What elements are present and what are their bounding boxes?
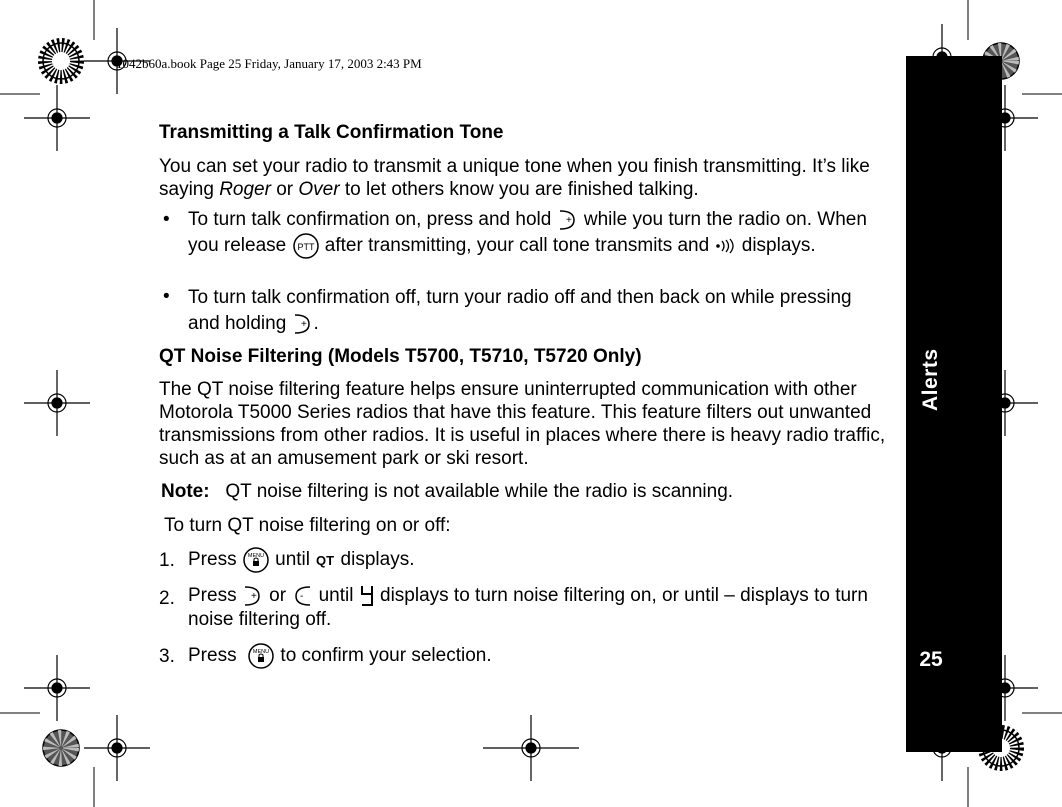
section-heading-qt-noise: QT Noise Filtering (Models T5700, T5710, T5720 Only) [159,346,642,367]
step-number: 1. [159,550,175,571]
note [161,480,733,503]
svg-text:-: - [300,591,304,602]
svg-text:MENU: MENU [247,553,264,559]
crosshair-target-l2 [24,370,90,436]
starburst-mark-bl [43,730,79,766]
bullet-item-1: To turn talk confirmation on, press and hold + while you turn the radio on. When you release PTT after transmitting, your call tone transmits and displays. [188,208,888,260]
plus-button-icon [292,312,314,336]
step-number: 3. [159,646,175,667]
qt-symbol-icon [315,552,335,568]
section1-intro: You can set your radio to transmit a unique tone when you finish transmitting. It’s like saying Roger or Over to let others know you are finished talking. [159,156,870,200]
minus-button-icon [291,584,313,608]
ptt-button-icon [292,232,320,260]
step-1: Press MENU until QT displays. [188,546,414,574]
note-label: Note: [161,481,210,502]
step-number: 2. [159,588,175,609]
plus-button-icon [557,208,579,232]
crosshair-target-bc [483,715,579,781]
crosshair-target-l1 [24,85,90,151]
crosshair-target-l3 [24,655,90,721]
section2-body: The QT noise filtering feature helps ensure uninterrupted communication with other Motorola T5000 Series radios that have this feature. This feature filters out unwanted transmissions from other radios. It is useful in places where there is heavy radio traffic, such as at an amusement park or ski resort. [159,379,886,469]
bullet-item-2: To turn talk confirmation off, turn your radio off and then back on while pressing and holding + . [188,287,852,334]
step-3: Press MENU to confirm your selection. [188,642,492,670]
bullet-dot: • [163,286,170,307]
svg-text:MENU: MENU [253,649,270,655]
svg-text:+: + [565,215,572,226]
call-tone-icon [714,238,736,254]
section-heading-talk-confirmation: Transmitting a Talk Confirmation Tone [159,122,504,143]
step-2: Press + or - until displays to turn noise filtering on, or until – displays to turn noise filtering off. [188,585,868,630]
plus-button-icon [242,584,264,608]
side-tab-label: Alerts [919,348,942,412]
page-number: 25 [919,648,943,671]
bullet-dot: • [163,209,170,230]
y-symbol-icon [359,584,375,608]
svg-text:+: + [250,591,257,602]
svg-text:QT: QT [316,553,335,568]
menu-button-icon [247,642,275,670]
svg-text:+: + [300,318,307,330]
note-text: QT noise filtering is not available while the radio is scanning. [225,481,734,502]
instruction-text: To turn QT noise filtering on or off: [164,515,451,536]
print-header: 1042b60a.book Page 25 Friday, January 17, 2003 2:43 PM [116,56,422,71]
svg-text:PTT: PTT [297,242,315,252]
menu-button-icon [242,546,270,574]
starburst-mark-tl [43,43,79,79]
